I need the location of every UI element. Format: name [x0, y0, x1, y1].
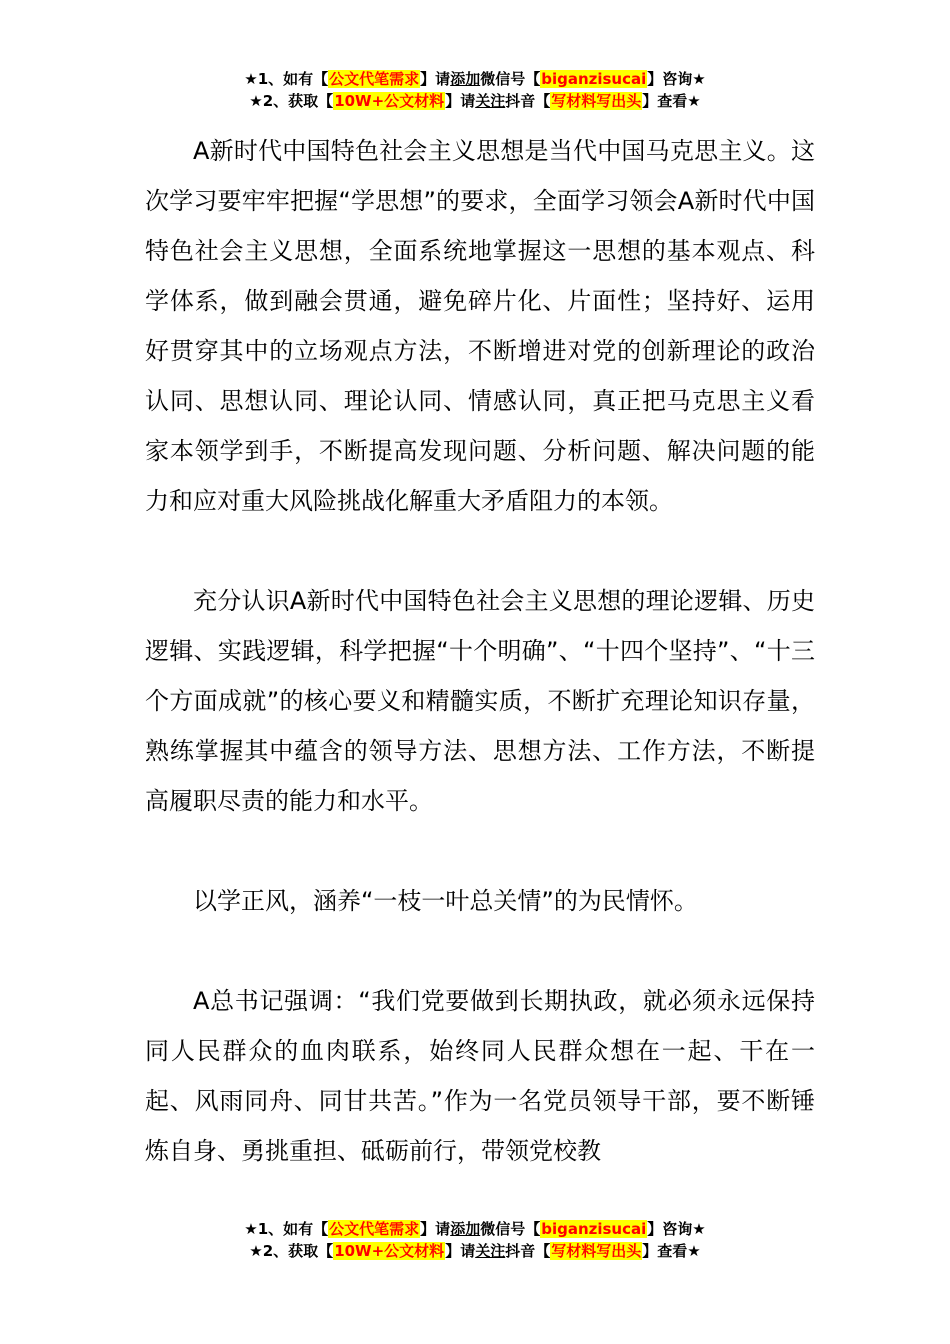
banner-text: ★1、如有【 — [244, 1220, 329, 1238]
banner-text: 】查看★ — [642, 92, 701, 110]
banner-text: ★1、如有【 — [244, 70, 329, 88]
banner-underlined: 添加 — [450, 1220, 481, 1238]
banner-text: 】查看★ — [642, 1242, 701, 1260]
banner-text: 抖音【 — [505, 92, 551, 110]
banner-highlight: biganzisucai — [541, 1220, 647, 1238]
banner-text: 】请 — [420, 1220, 451, 1238]
banner-text: 】咨询★ — [647, 70, 706, 88]
banner-text: 抖音【 — [505, 1242, 551, 1260]
banner-text: 】请 — [445, 92, 476, 110]
paragraph-spacer — [145, 926, 815, 976]
banner-text: 】请 — [420, 70, 451, 88]
header-banner — [0, 68, 950, 112]
banner-highlight: 写材料写出头 — [551, 92, 642, 110]
paragraph: A新时代中国特色社会主义思想是当代中国马克思主义。这次学习要牢牢把握“学思想”的要求，全面学习领会A新时代中国特色社会主义思想，全面系统地掌握这一思想的基本观点、科学体系，做到融会贯通，避免碎片化、片面性；坚持好、运用好贯穿其中的立场观点方法，不断增进对党的创新理论的政治认同、思想认同、理论认同、情感认同，真正把马克思主义看家本领学到手，不断提高发现问题、分析问题、解决问题的能力和应对重大风险挑战化解重大矛盾阻力的本领。 — [145, 137, 815, 515]
banner-highlight: 公文代笔需求 — [329, 70, 420, 88]
banner-underlined: 关注 — [475, 1242, 506, 1260]
banner-highlight: 10W+公文材料 — [334, 92, 445, 110]
banner-text: ★2、获取【 — [249, 92, 334, 110]
banner-highlight: biganzisucai — [541, 70, 647, 88]
banner-line-2 — [0, 1240, 950, 1262]
banner-text: ★2、获取【 — [249, 1242, 334, 1260]
banner-text: 】请 — [445, 1242, 476, 1260]
banner-highlight: 写材料写出头 — [551, 1242, 642, 1260]
banner-underlined: 关注 — [475, 92, 506, 110]
paragraph-spacer — [145, 826, 815, 876]
paragraph: 以学正风，涵养“一枝一叶总关情”的为民情怀。 — [193, 887, 698, 915]
paragraph: A总书记强调：“我们党要做到长期执政，就必须永远保持同人民群众的血肉联系，始终同人民群众想在一起、干在一起、风雨同舟、同甘共苦。”作为一名党员领导干部，要不断锤炼自身、勇挑重担、砥砺前行，带领党校教 — [145, 987, 815, 1165]
banner-highlight: 公文代笔需求 — [329, 1220, 420, 1238]
banner-text: 微信号【 — [480, 1220, 541, 1238]
paragraph: 充分认识A新时代中国特色社会主义思想的理论逻辑、历史逻辑、实践逻辑，科学把握“十个明确”、“十四个坚持”、“十三个方面成就”的核心要义和精髓实质，不断扩充理论知识存量，熟练掌握其中蕴含的领导方法、思想方法、工作方法，不断提高履职尽责的能力和水平。 — [145, 587, 815, 815]
banner-line-2 — [0, 90, 950, 112]
banner-highlight: 10W+公文材料 — [334, 1242, 445, 1260]
footer-banner — [0, 1218, 950, 1262]
banner-line-1 — [0, 1218, 950, 1240]
banner-line-1 — [0, 68, 950, 90]
banner-text: 微信号【 — [480, 70, 541, 88]
banner-text: 】咨询★ — [647, 1220, 706, 1238]
paragraph-spacer — [145, 526, 815, 576]
document-body — [145, 126, 815, 1176]
banner-underlined: 添加 — [450, 70, 481, 88]
